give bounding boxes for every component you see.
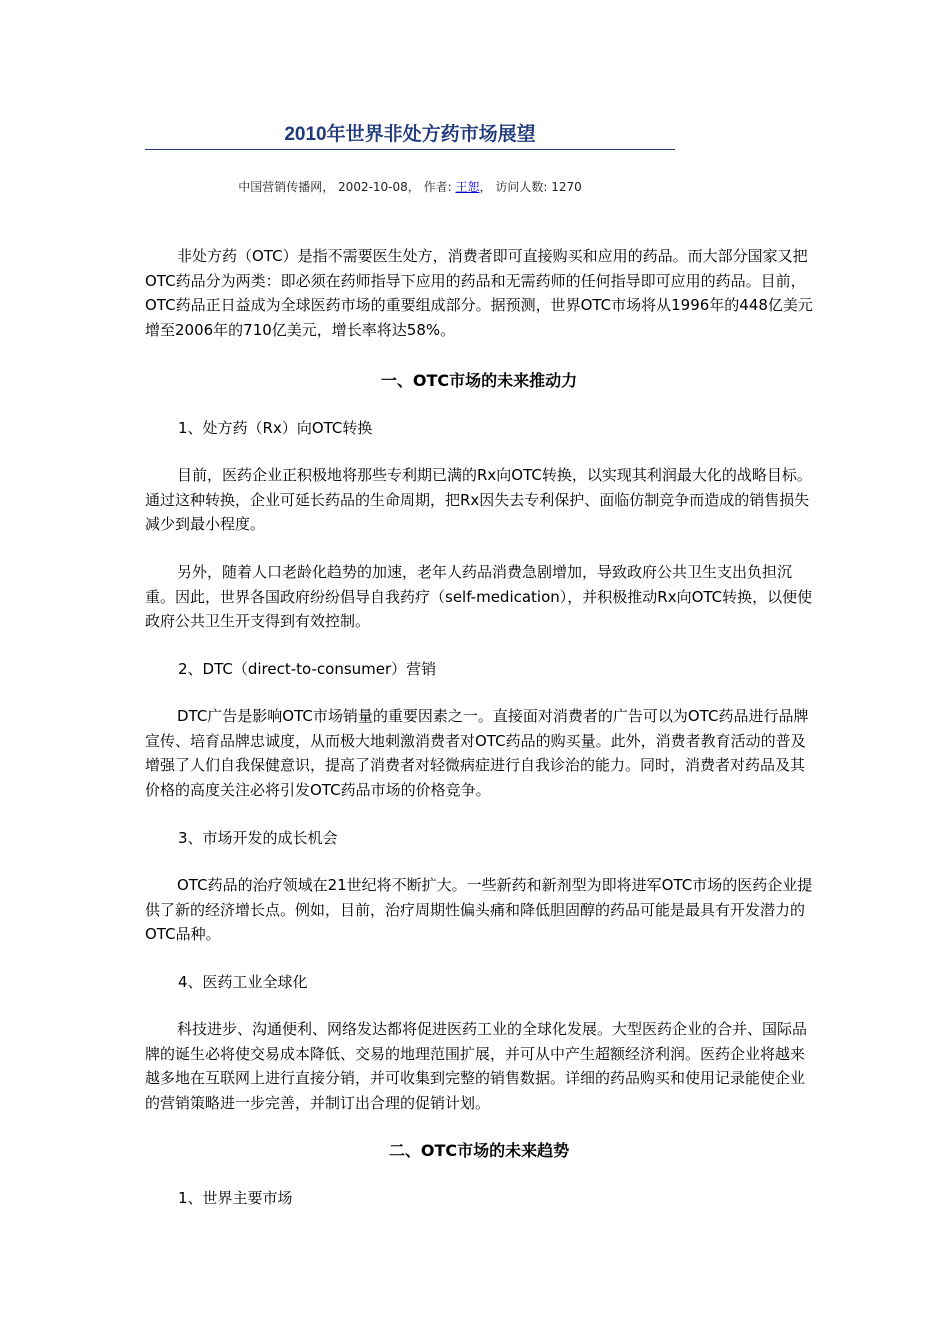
section1-sub4: 4、医药工业全球化 (178, 973, 308, 991)
meta-source: 中国营销传播网， (238, 180, 335, 194)
meta-visits: 1270 (551, 180, 582, 194)
intro-paragraph: 非处方药（OTC）是指不需要医生处方，消费者即可直接购买和应用的药品。而大部分国家又把OTC药品分为两类：即必须在药师指导下应用的药品和无需药师的任何指导即可应用的药品。目前，OTC药品正日益成为全球医药市场的重要组成部分。据预测，世界OTC市场将从1996年的448亿美元增至2006年的710亿美元，增长率将达58%。 (145, 247, 813, 339)
meta-visits-label: 访问人数: (495, 180, 548, 194)
section1-sub3: 3、市场开发的成长机会 (178, 829, 338, 847)
section1-paragraph-2: 另外，随着人口老龄化趋势的加速，老年人药品消费急剧增加，导致政府公共卫生支出负担沉重。因此，世界各国政府纷纷倡导自我药疗（self-medication），并积极推动Rx向OTC转换，以便使政府公共卫生开支得到有效控制。 (145, 563, 813, 630)
section2-sub1: 1、世界主要市场 (178, 1189, 293, 1207)
section1-heading: 一、OTC市场的未来推动力 (380, 371, 578, 390)
article-title: 2010年世界非处方药市场展望 (284, 124, 536, 145)
article-meta (145, 178, 675, 196)
meta-date: 2002-10-08， (338, 180, 420, 194)
title-underline (145, 149, 675, 150)
author-link[interactable]: 王恕 (455, 180, 480, 194)
section1-paragraph-5: 科技进步、沟通便利、网络发达都将促进医药工业的全球化发展。大型医药企业的合并、国际品牌的诞生必将使交易成本降低、交易的地理范围扩展，并可从中产生超额经济利润。医药企业将越来越多地在互联网上进行直接分销，并可收集到完整的销售数据。详细的药品购买和使用记录能使企业的营销策略进一步完善，并制订出合理的促销计划。 (145, 1020, 808, 1112)
section1-sub1: 1、处方药（Rx）向OTC转换 (178, 419, 373, 437)
section2-heading: 二、OTC市场的未来趋势 (388, 1141, 570, 1160)
meta-author-sep: ， (479, 180, 492, 194)
section1-paragraph-1: 目前，医药企业正积极地将那些专利期已满的Rx向OTC转换，以实现其利润最大化的战略目标。通过这种转换，企业可延长药品的生命周期，把Rx因失去专利保护、面临仿制竞争而造成的销售损失减少到最小程度。 (145, 466, 812, 533)
section1-sub2: 2、DTC（direct-to-consumer）营销 (178, 660, 437, 678)
meta-author-label: 作者: (423, 180, 452, 194)
section1-paragraph-3: DTC广告是影响OTC市场销量的重要因素之一。直接面对消费者的广告可以为OTC药品进行品牌宣传、培育品牌忠诚度，从而极大地刺激消费者对OTC药品的购买量。此外，消费者教育活动的普及增强了人们自我保健意识，提高了消费者对轻微病症进行自我诊治的能力。同时，消费者对药品及其价格的高度关注必将引发OTC药品市场的价格竞争。 (145, 707, 809, 799)
section1-paragraph-4: OTC药品的治疗领域在21世纪将不断扩大。一些新药和新剂型为即将进军OTC市场的医药企业提供了新的经济增长点。例如，目前，治疗周期性偏头痛和降低胆固醇的药品可能是最具有开发潜力的OTC品种。 (145, 876, 813, 943)
